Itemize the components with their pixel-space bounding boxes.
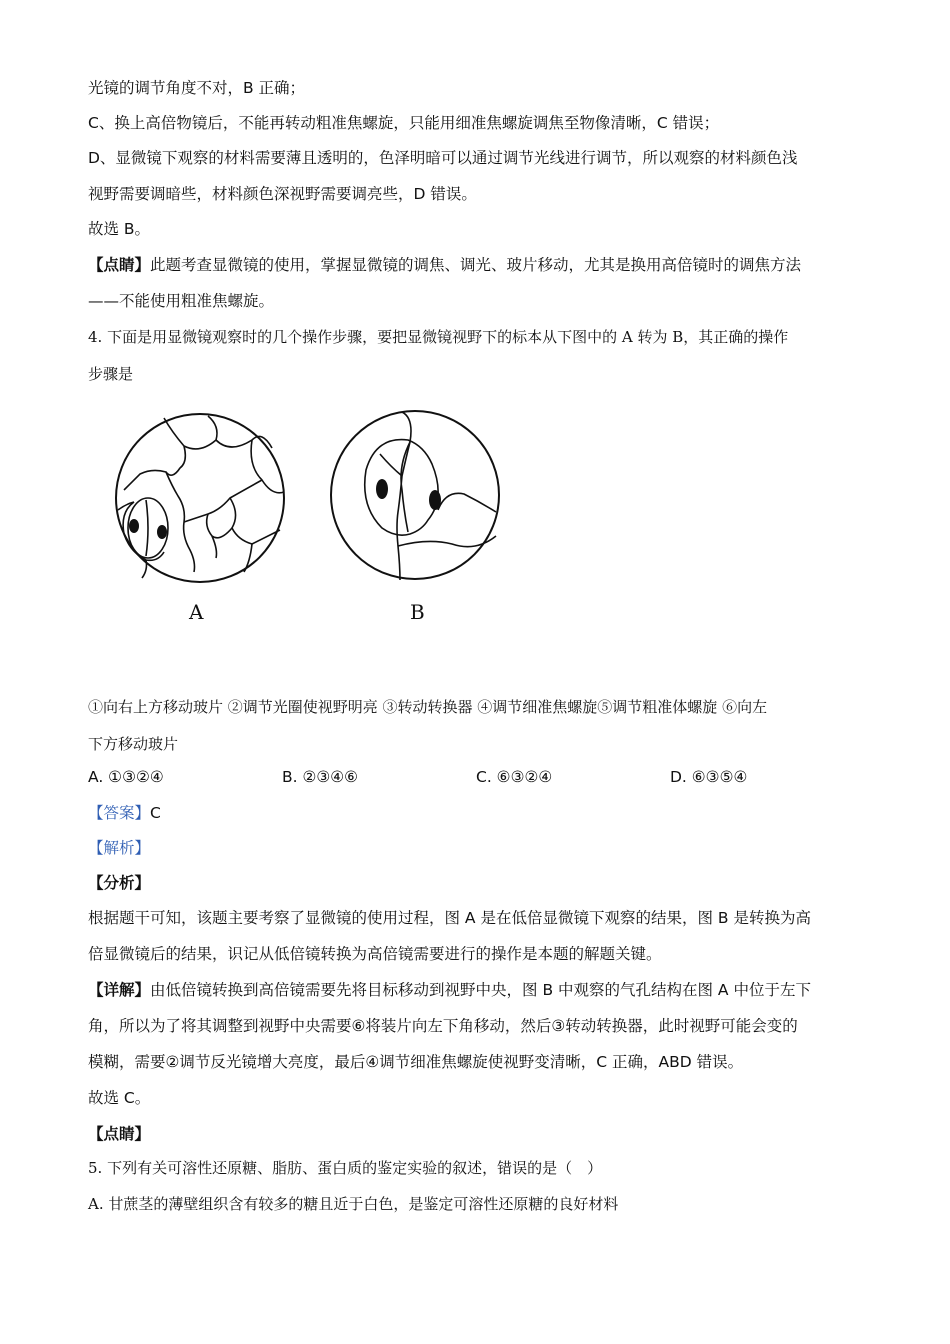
text-line: ——不能使用粗准焦螺旋。 [88, 292, 275, 310]
figure-label-a: A [189, 600, 204, 624]
xiangjie-text: 由低倍镜转换到高倍镜需要先将目标移动到视野中央，图 B 中观察的气孔结构在图 A 中位于左下 [150, 981, 811, 999]
answer-value: C [150, 804, 161, 822]
xiangjie-tag: 【详解】 [88, 981, 151, 999]
dianjing-tag: 【点睛】 [88, 256, 151, 274]
text-line: 视野需要调暗些，材料颜色深视野需要调亮些，D 错误。 [88, 185, 477, 203]
fenxi-text-cont: 倍显微镜后的结果，识记从低倍镜转换为高倍镜需要进行的操作是本题的解题关键。 [88, 945, 662, 963]
question-4-steps-cont: 下方移动玻片 [88, 735, 179, 753]
dianjing-tag: 【点睛】 [88, 1125, 151, 1143]
text-line: 光镜的调节角度不对，B 正确； [88, 79, 306, 97]
jiexi-tag: 【解析】 [88, 839, 151, 857]
xiangjie-text-cont: 模糊，需要②调节反光镜增大亮度，最后④调节细准焦螺旋使视野变清晰，C 正确，ABD 错误。 [88, 1053, 744, 1071]
question-5-stem: 5. 下列有关可溶性还原糖、脂肪、蛋白质的鉴定实验的叙述，错误的是（ ） [88, 1159, 603, 1177]
xiangjie-text-cont: 角，所以为了将其调整到视野中央需要⑥将装片向左下角移动，然后③转动转换器，此时视野可能会变的 [88, 1017, 798, 1035]
question-4-stem-cont: 步骤是 [88, 365, 134, 383]
question-4-steps: ①向右上方移动玻片 ②调节光圈使视野明亮 ③转动转换器 ④调节细准焦螺旋⑤调节粗准体螺旋 ⑥向左 [88, 698, 768, 716]
dianjing-paragraph [88, 255, 801, 275]
option-b: B. ②③④⑥ [282, 768, 359, 786]
question-4-stem: 4. 下面是用显微镜观察时的几个操作步骤，要把显微镜视野下的标本从下图中的 A 转为 B，其正确的操作 [88, 328, 789, 346]
answer-line [88, 803, 161, 823]
microscope-view-a [112, 410, 288, 586]
option-c: C. ⑥③②④ [476, 768, 553, 786]
microscope-view-b [328, 406, 502, 584]
dianjing-text: 此题考查显微镜的使用，掌握显微镜的调焦、调光、玻片移动，尤其是换用高倍镜时的调焦方法 [150, 256, 802, 274]
option-a: A. ①③②④ [88, 768, 164, 786]
figure-label-b: B [410, 600, 425, 624]
answer-tag: 【答案】 [88, 804, 151, 822]
conclusion: 故选 C。 [88, 1089, 151, 1107]
question-5-option-a: A. 甘蔗茎的薄壁组织含有较多的糖且近于白色，是鉴定可溶性还原糖的良好材料 [88, 1195, 619, 1213]
fenxi-tag: 【分析】 [88, 874, 151, 892]
xiangjie-paragraph [88, 980, 811, 1000]
fenxi-text: 根据题干可知，该题主要考察了显微镜的使用过程，图 A 是在低倍显微镜下观察的结果，图 B 是转换为高 [88, 909, 811, 927]
text-line: 故选 B。 [88, 220, 151, 238]
text-line: D、显微镜下观察的材料需要薄且透明的，色泽明暗可以通过调节光线进行调节，所以观察的材料颜色浅 [88, 149, 798, 167]
text-line: C、换上高倍物镜后，不能再转动粗准焦螺旋，只能用细准焦螺旋调焦至物像清晰，C 错误； [88, 114, 720, 132]
option-d: D. ⑥③⑤④ [670, 768, 748, 786]
